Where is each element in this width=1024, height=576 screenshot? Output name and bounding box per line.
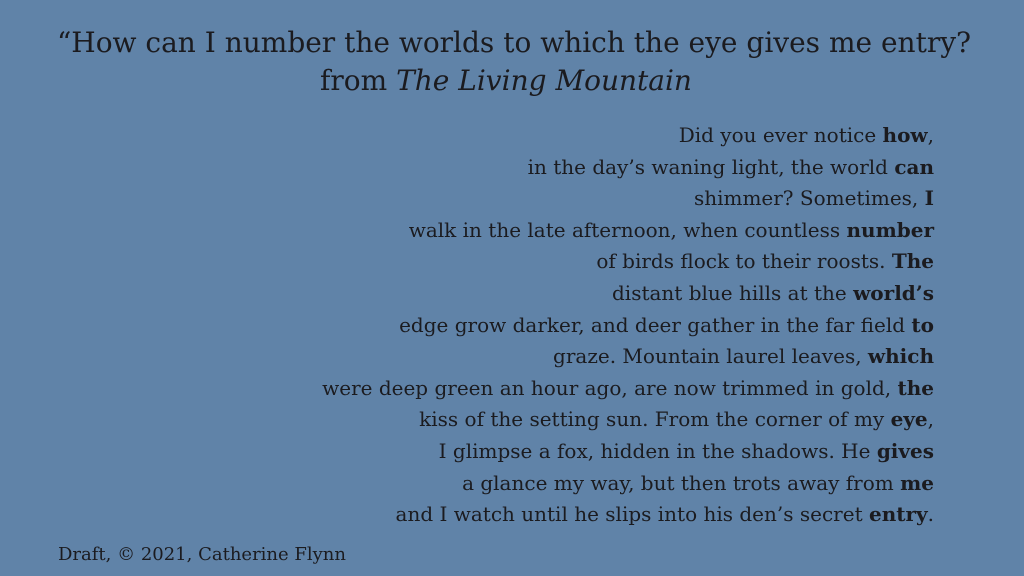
poem-line-tail: , [927, 407, 934, 432]
poem-line-text: walk in the late afternoon, when countless [408, 217, 847, 242]
poem-line-text: and I watch until he slips into his den’s secret [395, 502, 869, 527]
golden-shovel-word: me [900, 470, 934, 495]
poem-line-text: graze. Mountain laurel leaves, [553, 344, 868, 369]
golden-shovel-word: gives [876, 438, 934, 463]
golden-shovel-word: can [894, 154, 934, 179]
golden-shovel-word: The [891, 249, 934, 274]
poem-line-text: in the day’s waning light, the world [527, 154, 895, 179]
poem-line [322, 215, 934, 247]
poem-line-text: were deep green an hour ago, are now trimmed in gold, [322, 375, 898, 400]
poem-line [322, 183, 934, 215]
source-prefix: from [320, 64, 397, 97]
golden-shovel-word: to [911, 312, 934, 337]
poem-line [322, 152, 934, 184]
golden-shovel-word: the [897, 375, 934, 400]
golden-shovel-word: which [867, 344, 934, 369]
poem-line-text: distant blue hills at the [612, 280, 854, 305]
poem-line-text: of birds flock to their roosts. [596, 249, 892, 274]
poem-line [322, 468, 934, 500]
poem-line-tail: . [927, 502, 934, 527]
poem-line-text: kiss of the setting sun. From the corner of my [419, 407, 891, 432]
poem-line-text: edge grow darker, and deer gather in the far field [399, 312, 912, 337]
poem-line [322, 120, 934, 152]
quote-text: “How can I number the worlds to which the eye gives me entry? [56, 26, 972, 59]
golden-shovel-word: how [882, 123, 928, 147]
golden-shovel-word: entry [868, 502, 928, 527]
poem-line [322, 499, 934, 531]
poem-line-tail: , [927, 123, 934, 147]
poem-line [322, 278, 934, 310]
quote-title [0, 24, 1024, 100]
golden-shovel-word: number [846, 217, 934, 242]
poem-line-text: I glimpse a fox, hidden in the shadows. He [438, 438, 877, 463]
poem-line [322, 436, 934, 468]
book-title: The Living Mountain [396, 64, 692, 97]
poem-line-text: a glance my way, but then trots away from [462, 470, 901, 495]
poem-line [322, 404, 934, 436]
poem-line [322, 246, 934, 278]
golden-shovel-word: I [924, 186, 934, 211]
poem-line [322, 310, 934, 342]
poem-line-text: shimmer? Sometimes, [693, 186, 925, 211]
poem-body [322, 120, 934, 531]
poem-line-text: Did you ever notice [678, 123, 883, 147]
golden-shovel-word: eye [890, 407, 928, 432]
poem-line [322, 341, 934, 373]
poem-line [322, 373, 934, 405]
copyright-credit: Draft, © 2021, Catherine Flynn [58, 544, 346, 565]
golden-shovel-word: world’s [853, 280, 934, 305]
source-line [0, 62, 1024, 100]
